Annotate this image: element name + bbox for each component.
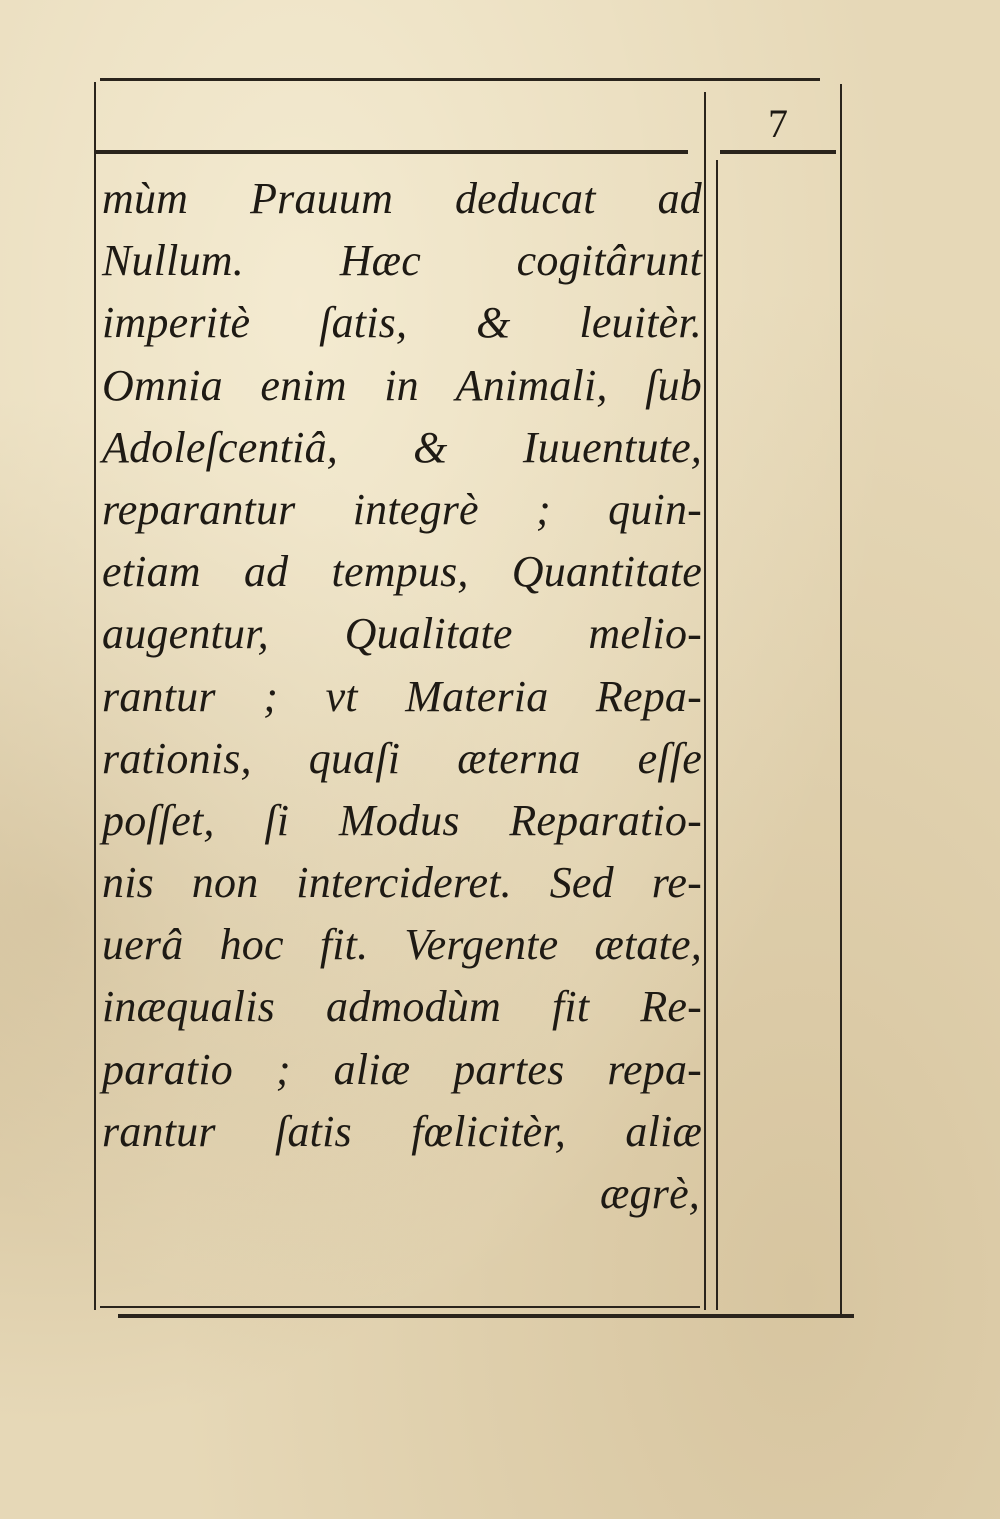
text-line: paratio ; aliæ partes repa- — [102, 1044, 702, 1094]
margin-inner-border — [716, 160, 718, 1310]
text-line: inæqualis admodùm fit Re- — [102, 982, 702, 1032]
text-line: augentur, Qualitate melio- — [102, 609, 702, 659]
text-line: rationis, quaſi æterna eſſe — [102, 733, 702, 783]
text-line: Nullum. Hæc cogitârunt — [102, 236, 702, 286]
catchword-line: ægrè, — [600, 1169, 700, 1218]
text-line: rantur ſatis fœlicitèr, aliæ — [102, 1106, 702, 1156]
text-line: Omnia enim in Animali, ſub — [102, 360, 702, 410]
text-line: uerâ hoc fit. Vergente ætate, — [102, 920, 702, 970]
body-text — [102, 168, 702, 1225]
text-line: Adoleſcentiâ, & Iuuentute, — [102, 422, 702, 472]
text-line: rantur ; vt Materia Repa- — [102, 671, 702, 721]
bottom-rule — [118, 1314, 854, 1318]
bottom-rule-inner — [100, 1306, 700, 1308]
header-rule-left — [96, 150, 688, 154]
top-rule — [100, 78, 820, 81]
text-line: poſſet, ſi Modus Reparatio- — [102, 795, 702, 845]
text-line: reparantur integrè ; quin- — [102, 484, 702, 534]
margin-right-border — [840, 84, 842, 1314]
text-line: etiam ad tempus, Quantitate — [102, 547, 702, 597]
page-number: 7 — [768, 101, 788, 146]
header-rule-right — [720, 150, 836, 154]
text-line: mùm Prauum deducat ad — [102, 174, 702, 223]
left-border — [94, 82, 96, 1310]
text-line: imperitè ſatis, & leuitèr. — [102, 298, 702, 348]
text-line: nis non intercideret. Sed re- — [102, 858, 702, 908]
text-right-border — [704, 92, 706, 1310]
